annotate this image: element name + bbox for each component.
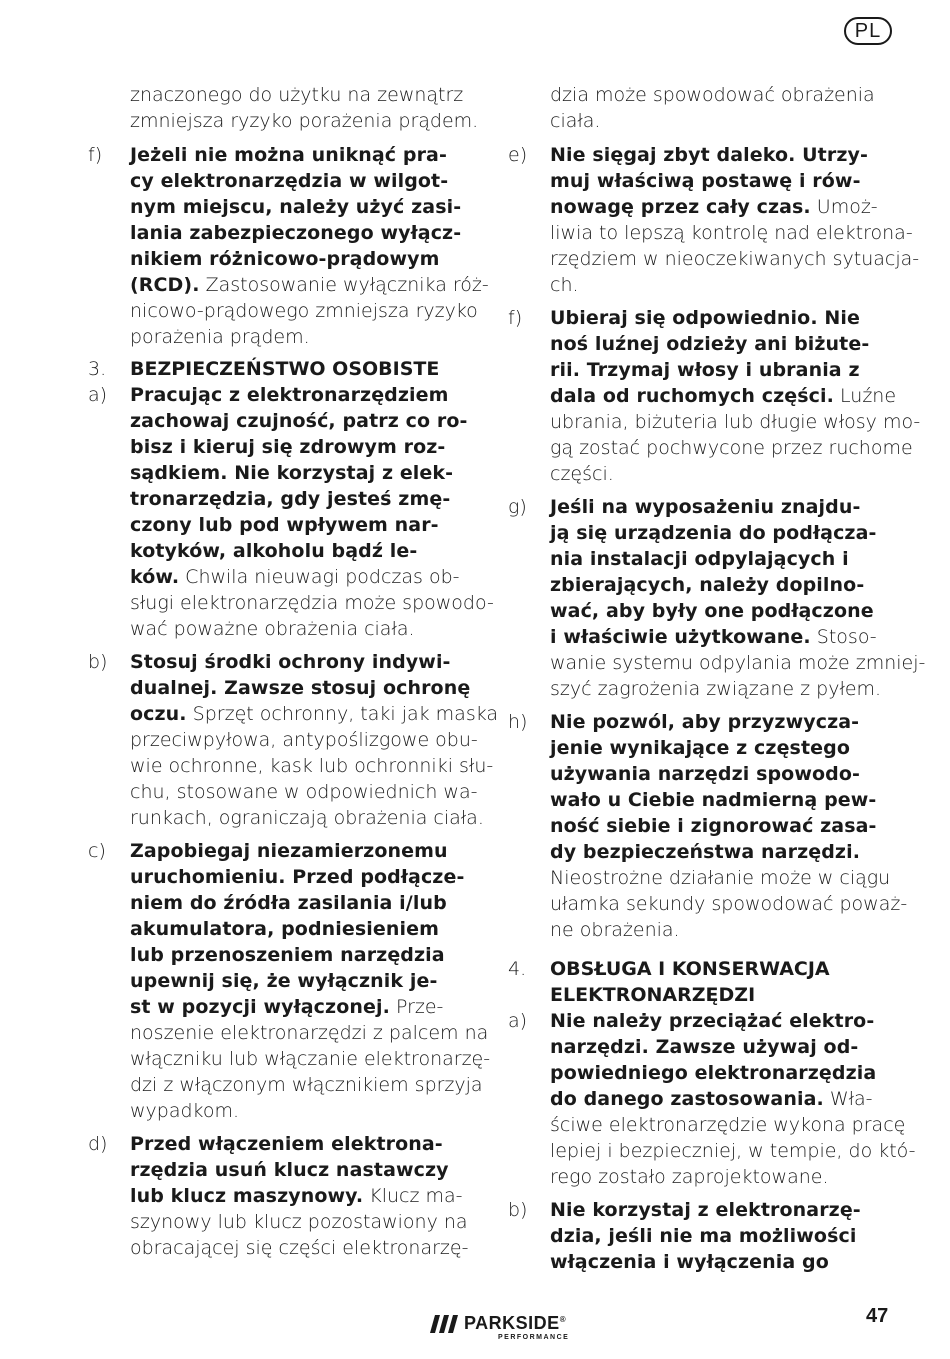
body-text: szynowy lub klucz pozostawiony na <box>130 1211 468 1233</box>
body-text: dzi z włączonym włącznikiem sprzyja <box>130 1074 483 1096</box>
bold-text: ją się urządzenia do podłącza- <box>550 522 877 544</box>
bold-text: czony lub pod wpływem nar- <box>130 514 439 536</box>
bold-text: dy bezpieczeństwa narzędzi. <box>550 841 861 863</box>
section-4-heading <box>508 956 900 1008</box>
body-text: gą zostać pochwycone przez ruchome <box>550 437 913 459</box>
bold-text: upewnij się, że wyłącznik je- <box>130 970 438 992</box>
item-g-dust-extraction <box>508 494 926 702</box>
body-text: porażenia prądem. <box>130 326 310 348</box>
body-text: nicowo-prądowego zmniejsza ryzyko <box>130 300 478 322</box>
bold-text: cy elektronarzędzia w wilgot- <box>130 170 449 192</box>
bold-text: jenie wynikające z częstego <box>550 737 850 759</box>
left-column <box>88 82 499 1261</box>
bold-text: dualnej. Zawsze stosuj ochronę <box>130 677 471 699</box>
bold-text: kotyków, alkoholu bądź le- <box>130 540 418 562</box>
body-text: ściwe elektronarzędzie wykona pracę <box>550 1114 906 1136</box>
bold-text: bisz i kieruj się zdrowym roz- <box>130 436 446 458</box>
item-label: b) <box>88 651 108 673</box>
item-f-wet-location <box>88 142 489 350</box>
intro-line: znaczonego do użytku na zewnątrz <box>130 84 464 106</box>
intro-line: ciała. <box>550 110 601 132</box>
item-d-remove-key <box>88 1131 484 1261</box>
item-f-dress-properly <box>508 305 921 487</box>
bold-text: nikiem różnicowo-prądowym <box>130 248 440 270</box>
body-text: wanie systemu odpylania może zmniej- <box>550 652 926 674</box>
right-column <box>508 82 926 1275</box>
bold-text: ków. <box>130 566 180 588</box>
bold-text: lub przenoszeniem narzędzia <box>130 944 445 966</box>
bold-text: muj właściwą postawę i rów- <box>550 170 861 192</box>
bold-text: nia instalacji odpylających i <box>550 548 849 570</box>
bold-text: włączenia i wyłączenia go <box>550 1251 829 1273</box>
parkside-logo <box>430 1312 590 1348</box>
body-text: Sprzęt ochronny, taki jak maska <box>186 703 499 725</box>
body-text: szyć zagrożenia związane z pyłem. <box>550 678 882 700</box>
brand-name: PARKSIDE® <box>464 1313 567 1333</box>
body-text: wać poważne obrażenia ciała. <box>130 618 415 640</box>
section-number: 3. <box>88 358 107 380</box>
bold-text: wało u Ciebie nadmierną pew- <box>550 789 877 811</box>
section-3-heading <box>88 356 484 382</box>
bold-text: zachowaj czujność, patrz co ro- <box>130 410 468 432</box>
body-text: ch. <box>550 274 579 296</box>
bold-text: Jeżeli nie można uniknąć pra- <box>130 144 447 166</box>
page-number: 47 <box>866 1305 889 1327</box>
bold-text: wać, aby były one podłączone <box>550 600 874 622</box>
body-text: Luźne <box>833 385 897 407</box>
bold-text: rzędzia usuń klucz nastawczy <box>130 1159 449 1181</box>
bold-text: Przed włączeniem elektrona- <box>130 1133 443 1155</box>
brand-subtitle: PERFORMANCE <box>498 1334 570 1341</box>
bold-text: dala od ruchomych części. <box>550 385 834 407</box>
item-c-unintended-start <box>88 838 491 1124</box>
bold-text: noś luźnej odzieży ani biżute- <box>550 333 870 355</box>
body-text: Klucz ma- <box>363 1185 463 1207</box>
section-number: 4. <box>508 958 527 980</box>
bold-text: dzia, jeśli nie ma możliwości <box>550 1225 857 1247</box>
body-text: włączniku lub włączanie elektronarzę- <box>130 1048 491 1070</box>
body-text: rzędziem w nieoczekiwanych sytuacja- <box>550 248 920 270</box>
bold-text: zbierających, należy dopilno- <box>550 574 865 596</box>
item-label: c) <box>88 840 106 862</box>
section-title: BEZPIECZEŃSTWO OSOBISTE <box>130 358 440 380</box>
body-text: Chwila nieuwagi podczas ob- <box>179 566 460 588</box>
bold-text: akumulatora, podniesieniem <box>130 918 440 940</box>
item-label: f) <box>88 144 103 166</box>
bold-text: Nie sięgaj zbyt daleko. Utrzy- <box>550 144 868 166</box>
body-text: ubrania, biżuteria lub długie włosy mo- <box>550 411 921 433</box>
body-text: rego zostało zaprojektowane. <box>550 1166 829 1188</box>
item-label: b) <box>508 1199 528 1221</box>
item-label: g) <box>508 496 527 518</box>
section-title: OBSŁUGA I KONSERWACJA <box>550 958 830 980</box>
bold-text: Nie korzystaj z elektronarzę- <box>550 1199 861 1221</box>
item-label: h) <box>508 711 528 733</box>
bold-text: uruchomieniu. Przed podłącze- <box>130 866 465 888</box>
bold-text: tronarzędzia, gdy jesteś zmę- <box>130 488 451 510</box>
body-text: obracającej się części elektronarzę- <box>130 1237 469 1259</box>
bold-text: Nie pozwól, aby przyzwycza- <box>550 711 860 733</box>
body-text: Wła- <box>823 1088 873 1110</box>
bold-text: używania narzędzi spowodo- <box>550 763 860 785</box>
bold-text: Stosuj środki ochrony indywi- <box>130 651 451 673</box>
bold-text: sądkiem. Nie korzystaj z elek- <box>130 462 454 484</box>
bold-text: niem do źródła zasilania i/lub <box>130 892 447 914</box>
bold-text: Ubieraj się odpowiednio. Nie <box>550 307 860 329</box>
bold-text: nowagę przez cały czas. <box>550 196 811 218</box>
item-b-faulty-switch <box>508 1197 900 1275</box>
item-label: e) <box>508 144 528 166</box>
bold-text: lania zabezpieczonego wyłącz- <box>130 222 462 244</box>
item-h-complacency <box>508 709 908 943</box>
bold-text: (RCD). <box>130 274 200 296</box>
bold-text: rii. Trzymaj włosy i ubrania z <box>550 359 860 381</box>
body-text: ułamka sekundy spowodować poważ- <box>550 893 908 915</box>
bold-text: oczu. <box>130 703 187 725</box>
item-e-do-not-overreach <box>508 142 920 298</box>
bold-text: narzędzi. Zawsze używaj od- <box>550 1036 859 1058</box>
body-text: ne obrażenia. <box>550 919 680 941</box>
bold-text: i właściwie użytkowane. <box>550 626 811 648</box>
bold-text: st w pozycji wyłączonej. <box>130 996 390 1018</box>
body-text: noszenie elektronarzędzi z palcem na <box>130 1022 489 1044</box>
language-badge: PL <box>844 17 892 45</box>
item-a-stay-alert <box>88 382 494 642</box>
item-b-protective-equipment <box>88 649 499 831</box>
body-text: runkach, ograniczają obrażenia ciała. <box>130 807 484 829</box>
intro-line: dzia może spowodować obrażenia <box>550 84 875 106</box>
bold-text: Zapobiegaj niezamierzonemu <box>130 840 448 862</box>
bold-text: Jeśli na wyposażeniu znajdu- <box>550 496 861 518</box>
body-text: Prze- <box>389 996 444 1018</box>
body-text: wie ochronne, kask lub ochronniki słu- <box>130 755 494 777</box>
bold-text: powiedniego elektronarzędzia <box>550 1062 877 1084</box>
body-text: sługi elektronarzędzia może spowodo- <box>130 592 494 614</box>
bold-text: do danego zastosowania. <box>550 1088 824 1110</box>
body-text: wypadkom. <box>130 1100 240 1122</box>
section-title: ELEKTRONARZĘDZI <box>550 984 756 1006</box>
bold-text: lub klucz maszynowy. <box>130 1185 364 1207</box>
body-text: chu, stosowane w odpowiednich wa- <box>130 781 478 803</box>
body-text: Stoso- <box>810 626 877 648</box>
body-text: liwia to lepszą kontrolę nad elektrona- <box>550 222 913 244</box>
bold-text: nym miejscu, należy użyć zasi- <box>130 196 462 218</box>
body-text: przeciwpyłowa, antypoślizgowe obu- <box>130 729 478 751</box>
item-label: a) <box>508 1010 528 1032</box>
item-label: a) <box>88 384 108 406</box>
bold-text: ność siebie i zignorować zasa- <box>550 815 877 837</box>
body-text: lepiej i bezpieczniej, w tempie, do któ- <box>550 1140 916 1162</box>
item-label: d) <box>88 1133 108 1155</box>
body-text: Nieostrożne działanie może w ciągu <box>550 867 891 889</box>
body-text: części. <box>550 463 614 485</box>
intro-line: zmniejsza ryzyko porażenia prądem. <box>130 110 479 132</box>
item-label: f) <box>508 307 523 329</box>
bold-text: Pracując z elektronarzędziem <box>130 384 449 406</box>
body-text: Zastosowanie wyłącznika róż- <box>199 274 489 296</box>
bold-text: Nie należy przeciążać elektro- <box>550 1010 875 1032</box>
body-text: Umoż- <box>810 196 878 218</box>
item-a-do-not-overload <box>508 1008 916 1190</box>
logo-slashes-icon <box>430 1315 460 1333</box>
